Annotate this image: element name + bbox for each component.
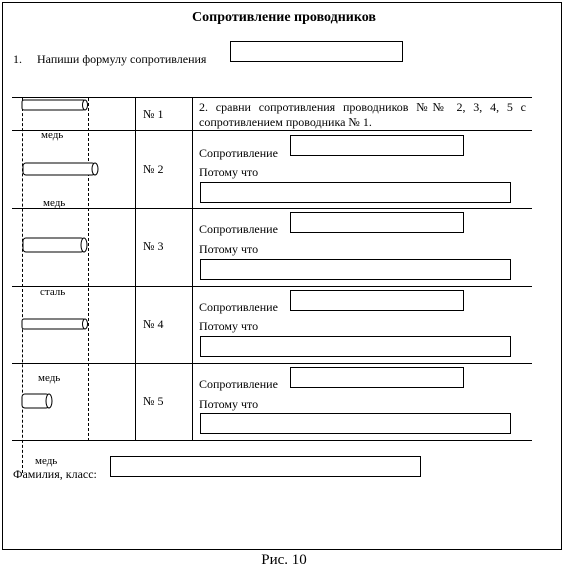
conductor-2-icon (23, 163, 98, 175)
task-2-text-line-1: 2. сравни сопротивления проводников №№ 2, 3, 4, 5 с (199, 100, 526, 114)
material-label: медь (35, 455, 58, 467)
resistance-answer-field-2[interactable] (290, 135, 464, 156)
figure-caption: Рис. 10 (261, 552, 307, 568)
resistance-label: Сопротивление (199, 377, 278, 391)
conductor-number: № 3 (143, 239, 164, 253)
resistance-label: Сопротивление (199, 146, 278, 160)
task-1-number: 1. (13, 52, 22, 66)
conductor-1-icon (22, 100, 88, 110)
resistance-answer-field-4[interactable] (290, 290, 464, 311)
material-label: медь (38, 372, 61, 384)
reason-answer-field-2[interactable] (200, 182, 511, 203)
material-label: медь (41, 129, 64, 141)
name-class-label: Фамилия, класс: (13, 467, 97, 481)
conductor-number: № 1 (143, 107, 164, 121)
reason-answer-field-3[interactable] (200, 259, 511, 280)
reason-answer-field-4[interactable] (200, 336, 511, 357)
conductor-number: № 5 (143, 394, 164, 408)
reason-answer-field-5[interactable] (200, 413, 511, 434)
task-1-text: Напиши формулу сопротивления (37, 52, 207, 66)
conductor-number: № 2 (143, 162, 164, 176)
material-label: сталь (40, 286, 66, 298)
name-class-field[interactable] (110, 456, 421, 477)
conductor-5-icon (22, 394, 52, 408)
because-label: Потому что (199, 165, 259, 179)
because-label: Потому что (199, 397, 259, 411)
resistance-label: Сопротивление (199, 222, 278, 236)
resistance-label: Сопротивление (199, 300, 278, 314)
conductor-3-icon (23, 238, 87, 252)
material-label: медь (43, 197, 66, 209)
resistance-answer-field-5[interactable] (290, 367, 464, 388)
task-2-text-line-2: сопротивлением проводника № 1. (199, 115, 372, 129)
worksheet-title: Сопротивление проводников (192, 10, 376, 25)
conductor-number: № 4 (143, 317, 164, 331)
because-label: Потому что (199, 242, 259, 256)
resistance-answer-field-3[interactable] (290, 212, 464, 233)
conductor-4-icon (22, 319, 88, 329)
because-label: Потому что (199, 319, 259, 333)
